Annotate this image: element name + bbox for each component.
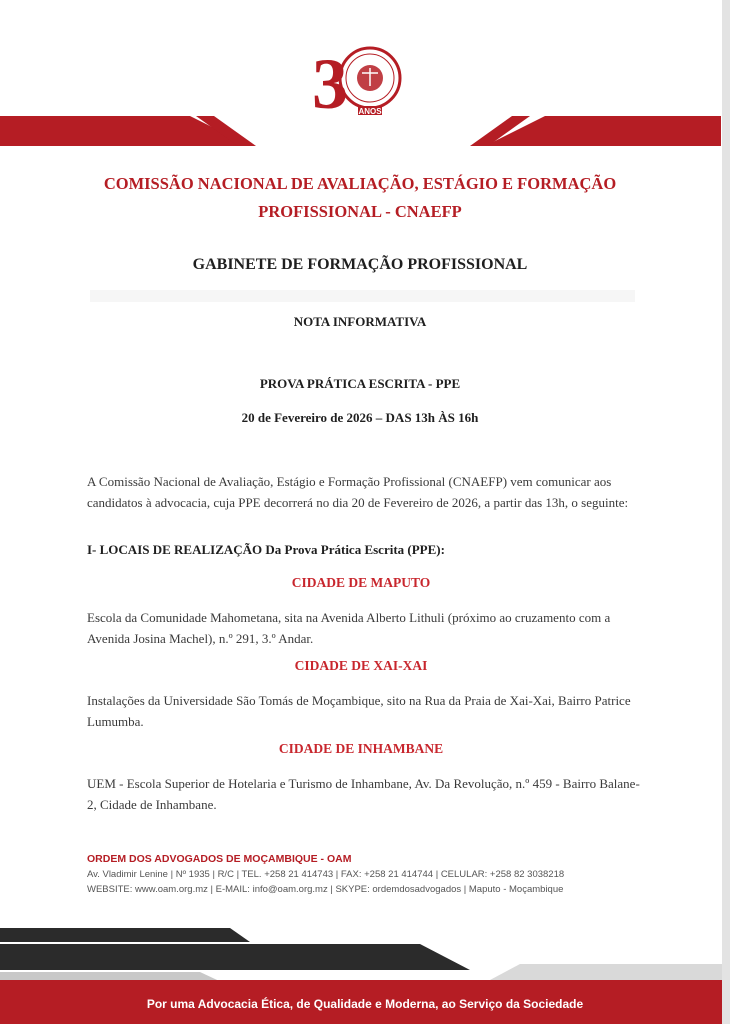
exam-title: PROVA PRÁTICA ESCRITA - PPE — [259, 376, 461, 391]
city-xai-xai-heading: CIDADE DE XAI-XAI — [294, 658, 428, 673]
footer-org-name: ORDEM DOS ADVOGADOS DE MOÇAMBIQUE - OAM — [87, 853, 352, 865]
city-maputo-address: Escola da Comunidade Mahometana, sita na Avenida Alberto Lithuli (próximo ao cruzamento com a Avenida Josina Machel), n.º 291, 3.º Andar. — [87, 610, 611, 646]
city-inhambane-address: UEM - Escola Superior de Hotelaria e Turismo de Inhambane, Av. Da Revolução, n.º 459 - Bairro Balane-2, Cidade de Inhambane. — [87, 776, 640, 812]
note-type: NOTA INFORMATIVA — [293, 314, 427, 329]
logo-number: 3 — [312, 44, 348, 120]
intro-paragraph: A Comissão Nacional de Avaliação, Estágio e Formação Profissional (CNAEFP) vem comunicar aos candidatos à advocacia, cuja PPE decorrerá no dia 20 de Fevereiro de 2026, a partir das 13h, o seguinte: — [87, 474, 629, 510]
divider — [90, 290, 635, 302]
city-maputo-heading: CIDADE DE MAPUTO — [291, 575, 431, 590]
footer-address-line: Av. Vladimir Lenine | Nº 1935 | R/C | TEL. +258 21 414743 | FAX: +258 21 414744 | CELULAR: +258 82 3038218 — [87, 869, 565, 880]
footer-contact-line: WEBSITE: www.oam.org.mz | E-MAIL: info@oam.org.mz | SKYPE: ordemdosadvogados | Maputo - Moçambique — [87, 884, 564, 895]
logo-tagline: ANOS — [358, 107, 382, 116]
commission-title: COMISSÃO NACIONAL DE AVALIAÇÃO, ESTÁGIO E FORMAÇÃO PROFISSIONAL - CNAEFP — [103, 174, 617, 221]
footer-slogan: Por uma Advocacia Ética, de Qualidade e Moderna, ao Serviço da Sociedade — [146, 997, 584, 1011]
exam-date: 20 de Fevereiro de 2026 – DAS 13h ÀS 16h — [241, 410, 479, 425]
city-inhambane-heading: CIDADE DE INHAMBANE — [278, 741, 444, 756]
cabinet-title: GABINETE DE FORMAÇÃO PROFISSIONAL — [192, 256, 528, 273]
oam-30-anos-logo — [310, 40, 410, 120]
page-edge — [722, 0, 730, 1024]
locations-heading: I- LOCAIS DE REALIZAÇÃO Da Prova Prática Escrita (PPE): — [87, 542, 445, 557]
city-xai-xai-address: Instalações da Universidade São Tomás de Moçambique, sito na Rua da Praia de Xai-Xai, Bairro Patrice Lumumba. — [87, 693, 631, 729]
